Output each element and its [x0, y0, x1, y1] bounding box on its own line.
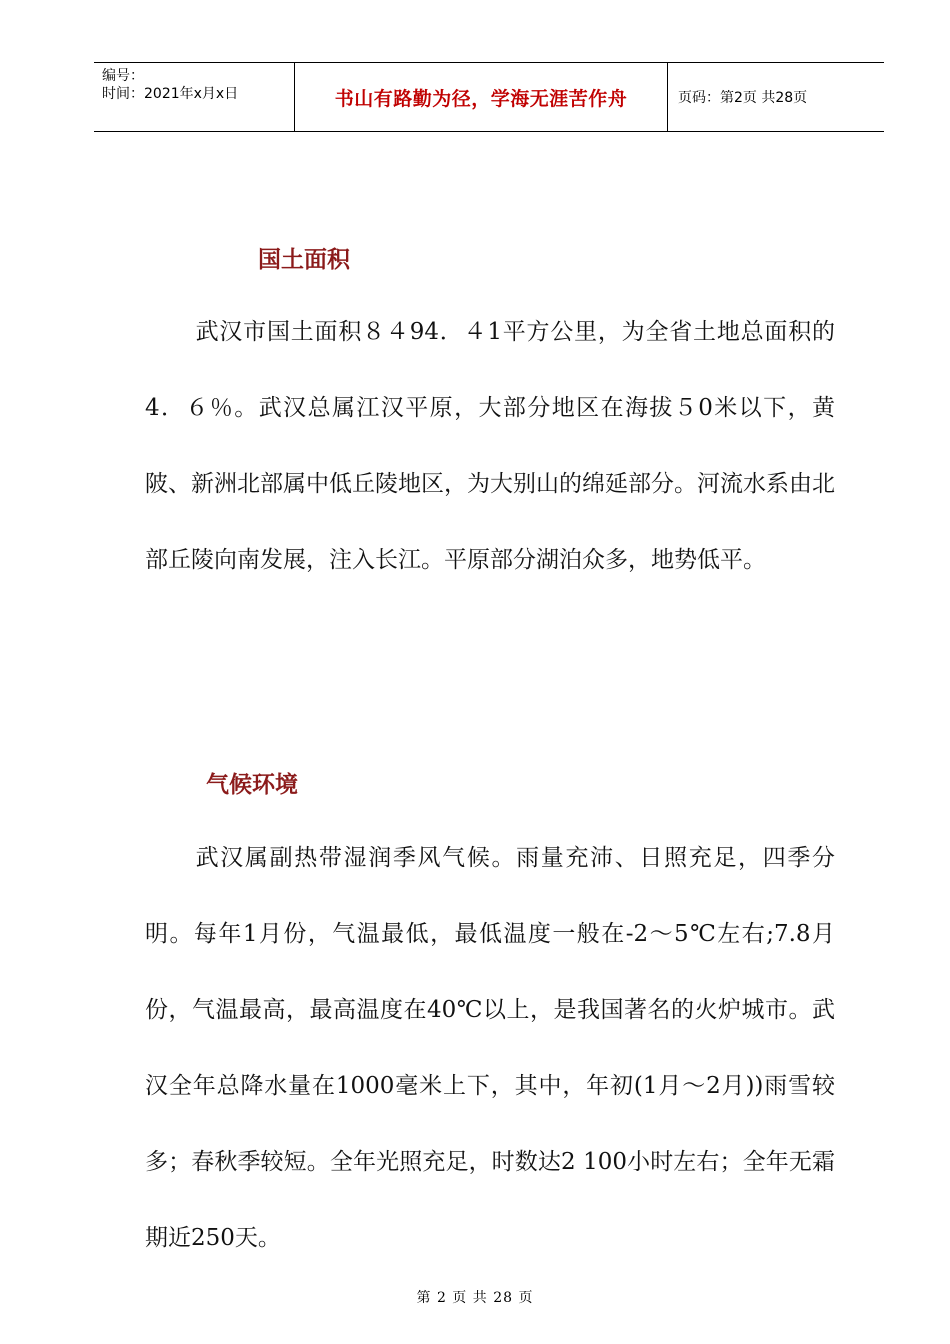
section-heading-climate: 气候环境	[206, 772, 298, 798]
header-meta	[102, 67, 238, 103]
page-footer: 第 2 页 共 28 页	[416, 1290, 534, 1306]
section-body-climate: 武汉属副热带湿润季风气候。雨量充沛、日照充足，四季分明。每年1月份，气温最低，最低温度一般在-2～5℃左右;7.8月份，气温最高，最高温度在40℃以上，是我国著名的火炉城市。武汉全年总降水量在1000毫米上下，其中，年初(1月～2月))雨雪较多；春秋季较短。全年光照充足，时数达2 100小时左右；全年无霜期近250天。	[145, 845, 835, 1251]
header-divider	[667, 63, 668, 131]
section-body-land-area: 武汉市国土面积８４94．４1平方公里，为全省土地总面积的4．６％。武汉总属江汉平原，大部分地区在海拔５0米以下，黄陂、新洲北部属中低丘陵地区，为大别山的绵延部分。河流水系由北部丘陵向南发展，注入长江。平原部分湖泊众多，地势低平。	[145, 319, 835, 573]
section-heading-land-area: 国土面积	[258, 247, 350, 273]
header-page-info: 页码：第2页 共28页	[678, 90, 808, 106]
header-motto: 书山有路勤为径，学海无涯苦作舟	[334, 87, 628, 110]
document-time-label: 时间：2021年x月x日	[102, 86, 239, 102]
document-number-label: 编号：	[102, 68, 144, 84]
page-header	[94, 62, 884, 132]
